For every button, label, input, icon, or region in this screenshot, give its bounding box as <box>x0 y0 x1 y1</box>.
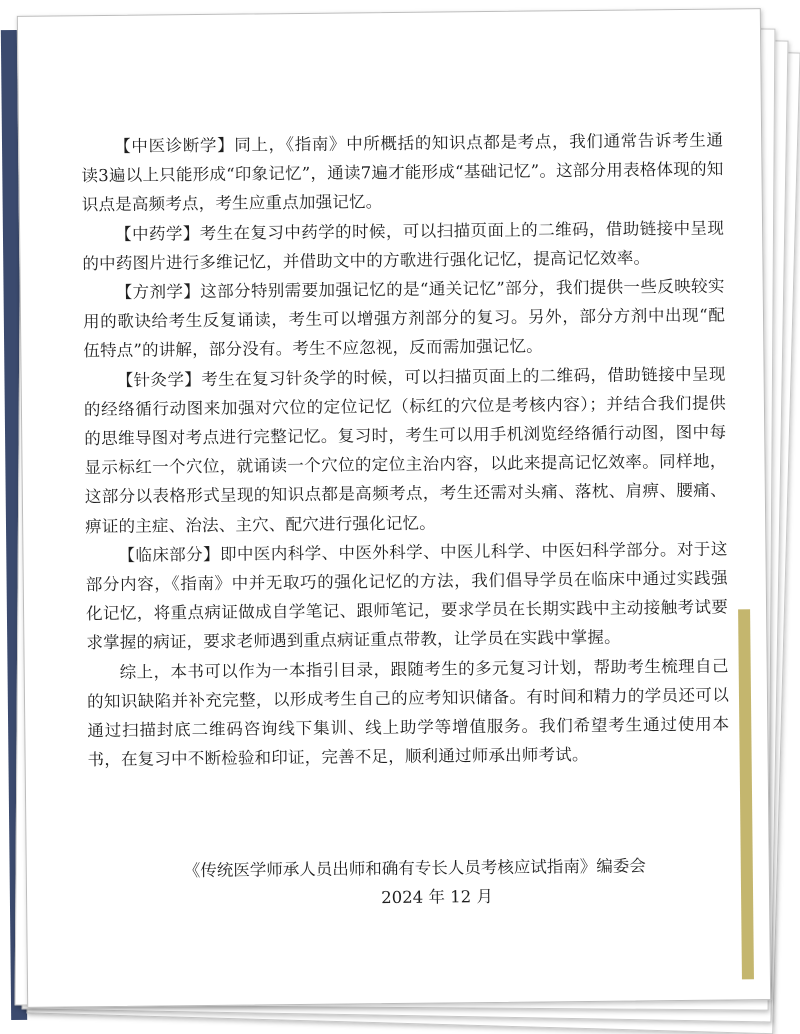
paragraph-text: 考生在复习针灸学的时候，可以扫描页面上的二维码，借助链接中呈现的经络循行动图来加强对穴位的定位记忆（标红的穴位是考核内容）；并结合我们提供的思维导图对考点进行完整记忆。复习时，考生可以用手机浏览经络循行动图，图中每显示标红一个穴位，就诵读一个穴位的定位主治内容，以此来提高记忆效率。同样地，这部分以表格形式呈现的知识点都是高频考点，考生还需对头痛、落枕、肩痹、腰痛、痹证的主症、治法、主穴、配穴进行强化记忆。 <box>83 364 727 536</box>
page-edge-tint <box>738 609 754 979</box>
paragraph-clinical <box>85 534 728 658</box>
section-heading: 【针灸学】 <box>116 369 202 390</box>
document-page <box>17 8 771 1008</box>
paragraph-acupuncture <box>83 359 727 541</box>
body-text <box>81 126 730 775</box>
paragraph-pharmacology <box>82 213 725 278</box>
paragraph-formulas <box>83 272 726 366</box>
section-heading: 【中医诊断学】 <box>114 135 235 156</box>
signature-date: 2024 年 12 月 <box>381 886 494 908</box>
paragraph-text: 这部分特别需要加强记忆的是“通关记忆”部分，我们提供一些反映较实用的歌诀给考生反复诵读，考生可以增强方剂部分的复习。另外，部分方剂中出现“配伍特点”的讲解，部分没有。考生不应忽视，反而需加强记忆。 <box>82 276 726 361</box>
paragraph-text: 同上，《指南》中所概括的知识点都是考点，我们通常告诉考生通读3遍以上只能形成“印象记忆”，通读7遍才能形成“基础记忆”。这部分用表格体现的知识点是高频考点，考生应重点加强记忆。 <box>81 130 724 215</box>
paragraph-text: 考生在复习中药学的时候，可以扫描页面上的二维码，借助链接中呈现的中药图片进行多维记忆，并借助文中的方歌进行强化记忆，提高记忆效率。 <box>82 218 725 274</box>
editorial-signature: 《传统医学师承人员出师和确有专长人员考核应试指南》编委会 <box>183 856 646 881</box>
paragraph-text: 即中医内科学、中医外科学、中医儿科学、中医妇科学部分。对于这部分内容，《指南》中并无取巧的强化记忆的方法，我们倡导学员在临床中通过实践强化记忆，将重点病证做成自学笔记、跟师笔记，要求学员在长期实践中主动接触考试要求掌握的病证，要求老师遇到重点病证重点带教，让学员在实践中掌握。 <box>85 539 729 653</box>
paragraph-summary <box>87 651 730 775</box>
section-heading: 【方剂学】 <box>115 282 201 302</box>
section-heading: 【中药学】 <box>115 223 200 244</box>
paragraph-text: 综上，本书可以作为一本指引目录，跟随考生的多元复习计划，帮助考生梳理自己的知识缺陷并补充完整，以形成考生自己的应考知识储备。有时间和精力的学员还可以通过扫描封底二维码咨询线下集训、线上助学等增值服务。我们希望考生通过使用本书，在复习中不断检验和印证，完善不足，顺利通过师承出师考试。 <box>86 656 730 770</box>
paragraph-diagnostics <box>81 126 724 220</box>
section-heading: 【临床部分】 <box>118 544 221 565</box>
